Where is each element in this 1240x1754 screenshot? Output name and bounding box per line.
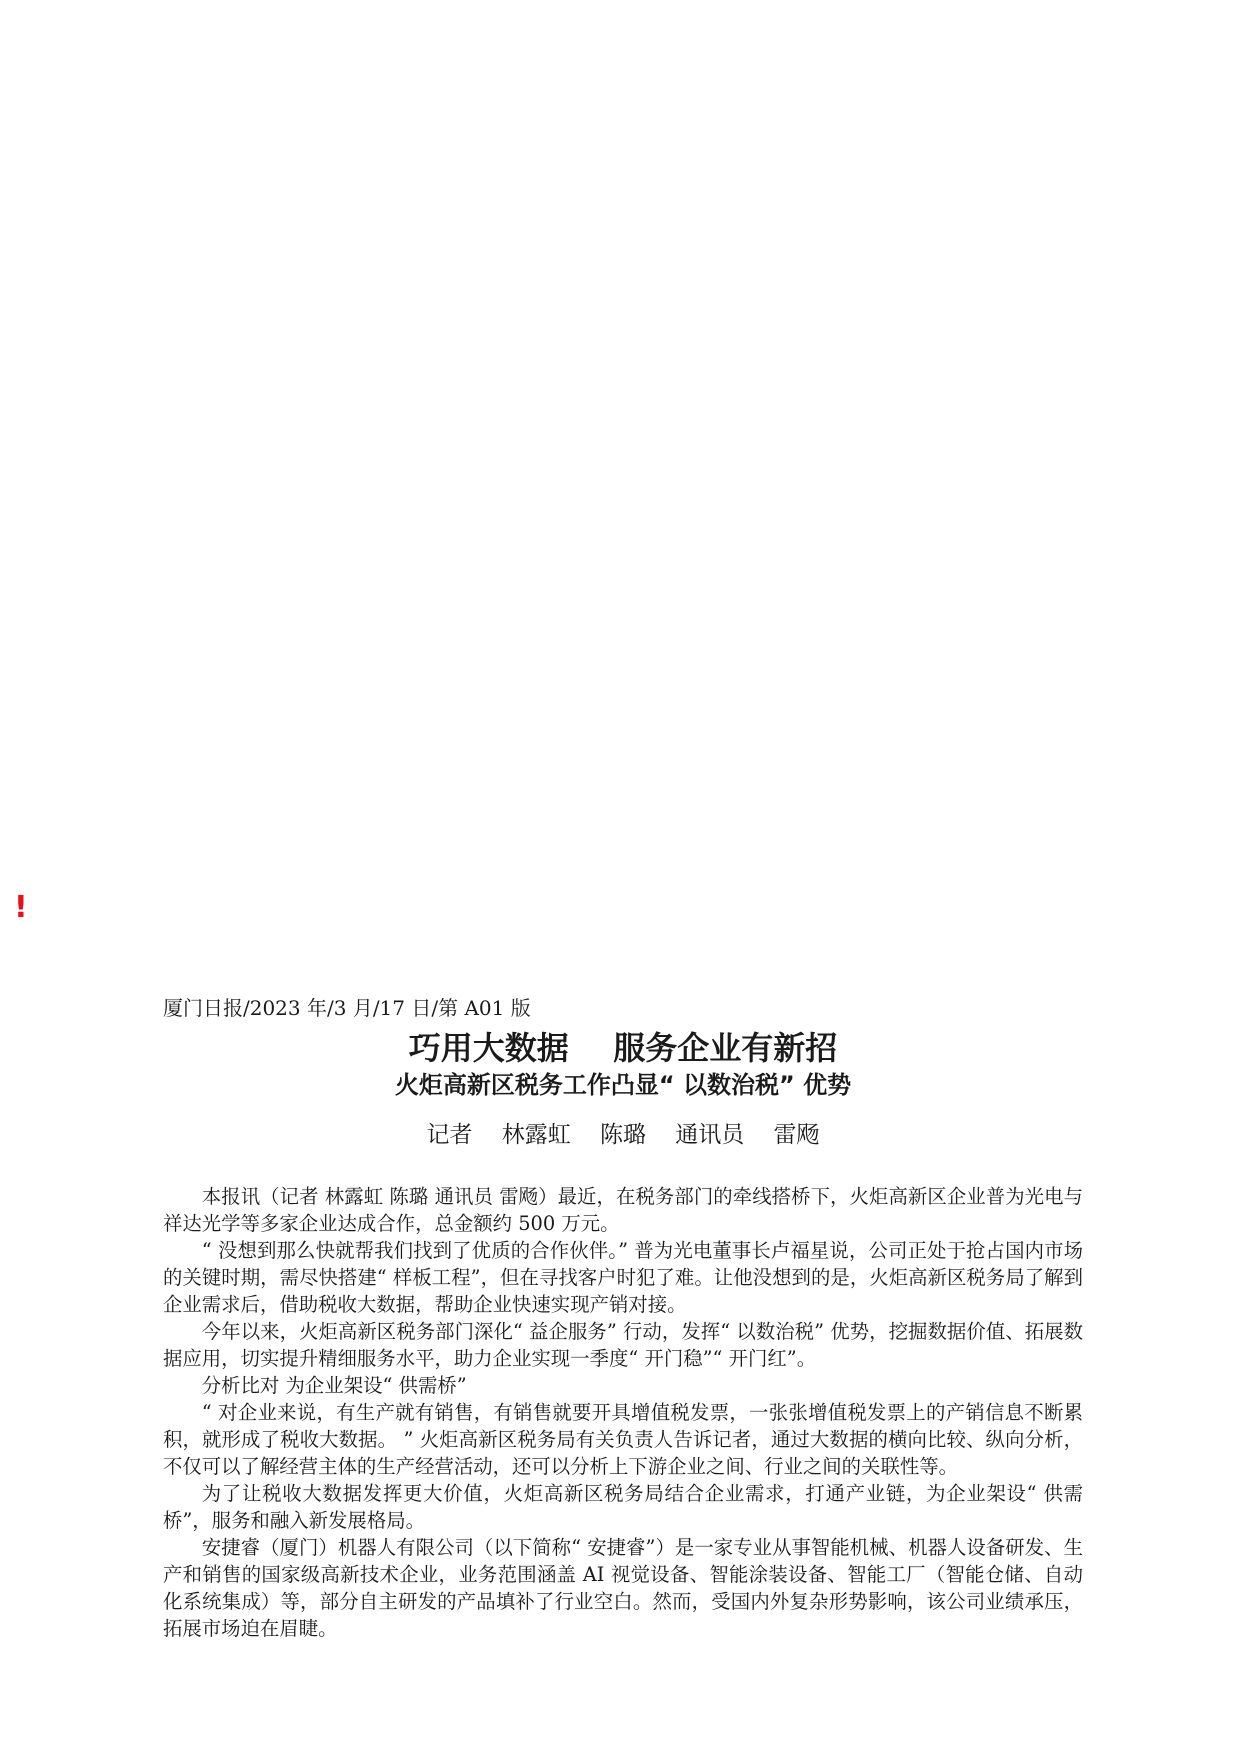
section-heading: 分析比对 为企业架设“ 供需桥”	[201, 1374, 467, 1397]
article-source: 厦门日报/2023 年/3 月/17 日/第 A01 版	[163, 996, 531, 1020]
article-subtitle: 火炬高新区税务工作凸显“ 以数治税” 优势	[394, 1071, 852, 1099]
article-body	[163, 1183, 1083, 1642]
article-title: 巧用大数据 服务企业有新招	[408, 1029, 838, 1067]
article	[163, 993, 1083, 1642]
paragraph: 本报讯（记者 林露虹 陈璐 通讯员 雷飏）最近，在税务部门的牵线搭桥下，火炬高新区企业普为光电与祥达光学等多家企业达成合作，总金额约 500 万元。	[163, 1185, 1083, 1235]
paragraph: “ 没想到那么快就帮我们找到了优质的合作伙伴。” 普为光电董事长卢福星说，公司正处于抢占国内市场的关键时期，需尽快搭建“ 样板工程”，但在寻找客户时犯了难。让他没想到的是，火炬高新区税务局了解到企业需求后，借助税收大数据，帮助企业快速实现产销对接。	[163, 1239, 1083, 1316]
warning-mark-icon: !	[14, 890, 28, 925]
paragraph: 为了让税收大数据发挥更大价值，火炬高新区税务局结合企业需求，打通产业链，为企业架设“ 供需桥”，服务和融入新发展格局。	[163, 1482, 1083, 1532]
paragraph: 安捷睿（厦门）机器人有限公司（以下简称“ 安捷睿”）是一家专业从事智能机械、机器人设备研发、生产和销售的国家级高新技术企业，业务范围涵盖 AI 视觉设备、智能涂装设备、智能工厂（智能仓储、自动化系统集成）等，部分自主研发的产品填补了行业空白。然而，受国内外复杂形势影响，该公司业绩承压，拓展市场迫在眉睫。	[163, 1536, 1083, 1640]
paragraph: “ 对企业来说，有生产就有销售，有销售就要开具增值税发票，一张张增值税发票上的产销信息不断累积，就形成了税收大数据。 ” 火炬高新区税务局有关负责人告诉记者，通过大数据的横向比较、纵向分析，不仅可以了解经营主体的生产经营活动，还可以分析上下游企业之间、行业之间的关联性等。	[163, 1401, 1083, 1478]
article-byline: 记者 林露虹 陈璐 通讯员 雷飏	[426, 1122, 820, 1148]
paragraph: 今年以来，火炬高新区税务部门深化“ 益企服务” 行动，发挥“ 以数治税” 优势，挖掘数据价值、拓展数据应用，切实提升精细服务水平，助力企业实现一季度“ 开门稳”“ 开门红”。	[163, 1320, 1083, 1370]
